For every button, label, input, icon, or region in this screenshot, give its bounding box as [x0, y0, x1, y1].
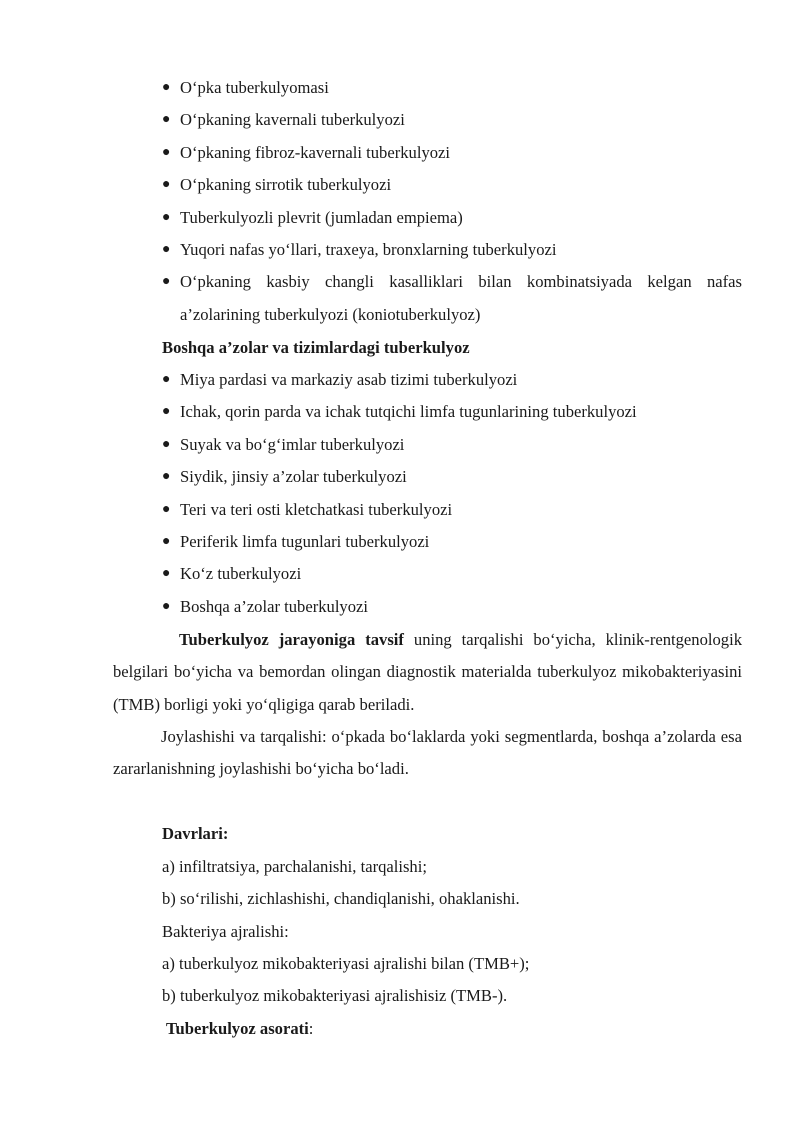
other-organs-list: [162, 364, 742, 623]
list-item: ● Boshqa a’zolar tuberkulyozi: [162, 591, 742, 623]
paragraph-description: [113, 624, 742, 721]
bullet-icon: ●: [162, 112, 171, 128]
bakteriya-item-b: b) tuberkulyoz mikobakteriyasi ajralishisiz (TMB-).: [162, 986, 508, 1005]
bullet-icon: ●: [162, 436, 171, 452]
list-item: ● Yuqori nafas yo‘llari, traxeya, bronxlarning tuberkulyozi: [162, 234, 742, 266]
davrlari-title: Davrlari:: [162, 824, 229, 843]
list-item: ● Ichak, qorin parda va ichak tutqichi limfa tugunlarining tuberkulyozi: [162, 396, 742, 428]
paragraph-bold-lead: Tuberkulyoz jarayoniga tavsif: [179, 630, 404, 649]
pulmonary-forms-list: [162, 72, 742, 331]
section-heading-other-organs: Boshqa a’zolar va tizimlardagi tuberkulyoz: [162, 338, 470, 357]
bullet-icon: ●: [162, 274, 171, 290]
asorat-line: [166, 1013, 313, 1045]
list-item: ● O‘pkaning kasbiy changli kasalliklari bilan kombinatsiyada kelgan nafas a’zolarining tuberkulyozi (koniotuberkulyoz): [162, 266, 742, 331]
list-item: ● Teri va teri osti kletchatkasi tuberkulyozi: [162, 494, 742, 526]
list-item: ● O‘pkaning kavernali tuberkulyozi: [162, 104, 742, 136]
bullet-icon: ●: [162, 242, 171, 258]
bullet-icon: ●: [162, 80, 171, 95]
bullet-icon: ●: [162, 534, 171, 550]
bakteriya-item-a: a) tuberkulyoz mikobakteriyasi ajralishi bilan (TMB+);: [162, 954, 530, 973]
list-item: ● O‘pkaning fibroz-kavernali tuberkulyozi: [162, 137, 742, 169]
bullet-icon: ●: [162, 469, 171, 485]
davrlari-item-a: a) infiltratsiya, parchalanishi, tarqalishi;: [162, 857, 427, 876]
paragraph-location: Joylashishi va tarqalishi: o‘pkada bo‘laklarda yoki segmentlarda, boshqa a’zolarda esa zararlanishning joylashishi bo‘yicha bo‘ladi.: [113, 727, 742, 779]
bullet-icon: ●: [162, 177, 171, 193]
bullet-icon: ●: [162, 404, 171, 420]
bullet-icon: ●: [162, 144, 171, 160]
bullet-icon: ●: [162, 501, 171, 517]
list-item: ● O‘pka tuberkulyomasi: [162, 72, 742, 104]
davrlari-item-b: b) so‘rilishi, zichlashishi, chandiqlanishi, ohaklanishi.: [162, 889, 520, 908]
list-item: ● Periferik limfa tugunlari tuberkulyozi: [162, 526, 742, 558]
list-item: ● Ko‘z tuberkulyozi: [162, 558, 742, 590]
asorat-title: Tuberkulyoz asorati: [166, 1019, 309, 1038]
list-item: ● Suyak va bo‘g‘imlar tuberkulyozi: [162, 429, 742, 461]
paragraph-text: uning tarqalishi bo‘yicha, klinik-rentgenologik belgilari bo‘yicha va bemordan olingan diagnostik materialda tuberkulyoz mikobakteriyasini (TMB) borligi yoki yo‘qligiga qarab beriladi.: [113, 630, 742, 714]
bullet-icon: ●: [162, 598, 171, 614]
asorat-colon: :: [308, 1019, 314, 1038]
list-item: ● Tuberkulyozli plevrit (jumladan empiema): [162, 202, 742, 234]
list-item: ● O‘pkaning sirrotik tuberkulyozi: [162, 169, 742, 201]
bullet-icon: ●: [162, 209, 171, 225]
list-item: ● Miya pardasi va markaziy asab tizimi tuberkulyozi: [162, 364, 742, 396]
list-item: ● Siydik, jinsiy a’zolar tuberkulyozi: [162, 461, 742, 493]
bullet-icon: ●: [162, 372, 171, 387]
bakteriya-title: Bakteriya ajralishi:: [162, 922, 289, 941]
bullet-icon: ●: [162, 566, 171, 582]
